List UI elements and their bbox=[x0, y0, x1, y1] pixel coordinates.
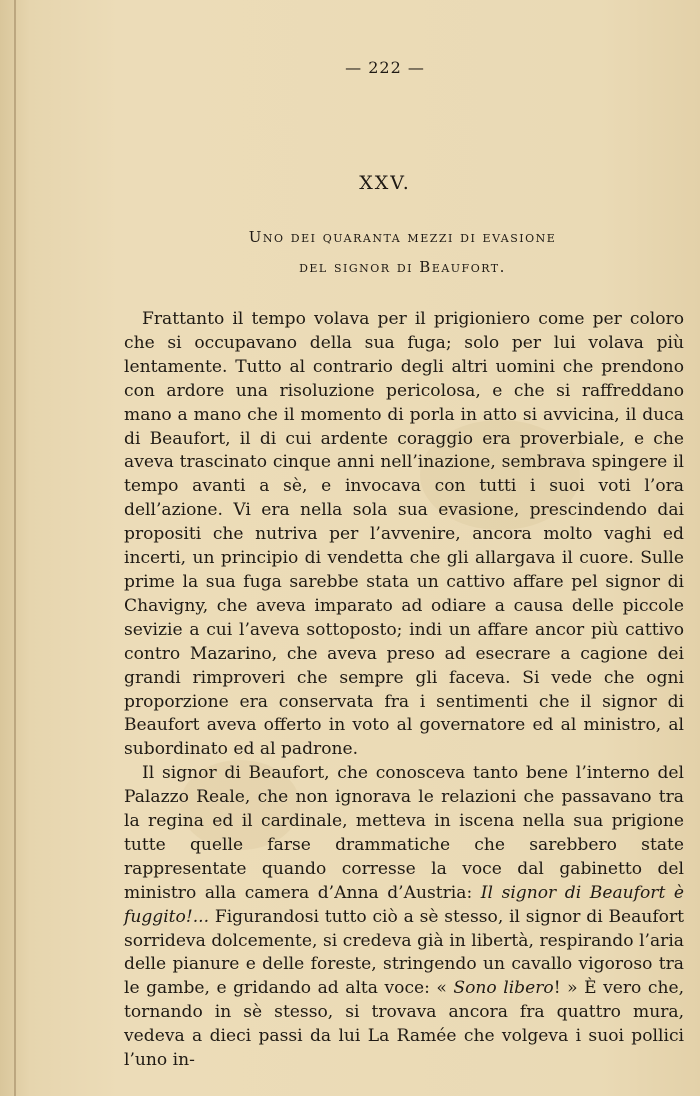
page-number: — 222 — bbox=[345, 58, 425, 77]
paragraph-2-text-1: Il signor di Beaufort, che conosceva tanto bene l’interno del Palazzo Reale, che non ignorava le relazioni che passavano tra la regina ed il cardinale, metteva in iscena nella sua prigione tutte quelle farse drammatiche che sarebbero state rappresentate quando corresse la voce dal gabinetto del ministro alla camera d’Anna d’Austria: bbox=[124, 763, 684, 903]
binding-shadow bbox=[14, 0, 16, 1096]
paragraph-1: Frattanto il tempo volava per il prigioniero come per coloro che si occupavano della sua fuga; solo per lui volava più lentamente. Tutto al contrario degli altri uomini che prendono con ardore una risoluzione pericolosa, e che si raffreddano mano a mano che il momento di porla in atto si avvicina, il duca di Beaufort, il di cui ardente coraggio era proverbiale, e che aveva trascinato cinque anni nell’inazione, sembrava spingere il tempo avanti a sè, e invocava con tutti i suoi voti l’ora dell’azione. Vi era nella sola sua evasione, prescindendo dai propositi che nutriva per l’avvenire, ancora molto vaghi ed incerti, un principio di vendetta che gli allargava il cuore. Sulle prime la sua fuga sarebbe stata un cattivo affare pel signor di Chavigny, che aveva imparato ad odiare a causa delle piccole sevizie a cui l’aveva sottoposto; indi un affare ancor più cattivo contro Mazarino, che aveva preso ad esecrare a cagione dei grandi rimproveri che sempre gli faceva. Si vede che ogni proporzione era conservata fra i sentimenti che il signor di Beaufort aveva offerto in voto al governatore ed al ministro, al subordinato ed al padrone. bbox=[124, 309, 684, 760]
paragraph-2-text-3: ! » È vero che, tornando in sè stesso, si trovava ancora fra quattro mura, vedeva a dieci passi da lui La Ramée che volgeva i suoi pollici l’uno in- bbox=[124, 978, 684, 1071]
chapter-number: XXV. bbox=[359, 172, 411, 194]
chapter-title-line-2: del signor di Beaufort. bbox=[299, 258, 506, 276]
paragraph-2-italic-2: Sono libero bbox=[453, 978, 554, 999]
paragraph-2-italic-1: Il signor di Beaufort è fuggito!... bbox=[124, 882, 684, 927]
paragraph-2-text-2: Figurandosi tutto ciò a sè stesso, il signor di Beaufort sorrideva dolcemente, si credeva già in libertà, respirando l’aria delle pianure e delle foreste, stringendo un cavallo vigoroso tra le gambe, e gridando ad alta voce: « bbox=[124, 906, 684, 999]
chapter-title-line-1: Uno dei quaranta mezzi di evasione bbox=[248, 228, 557, 246]
paragraph-2 bbox=[124, 762, 684, 1073]
body-text bbox=[124, 308, 684, 1073]
